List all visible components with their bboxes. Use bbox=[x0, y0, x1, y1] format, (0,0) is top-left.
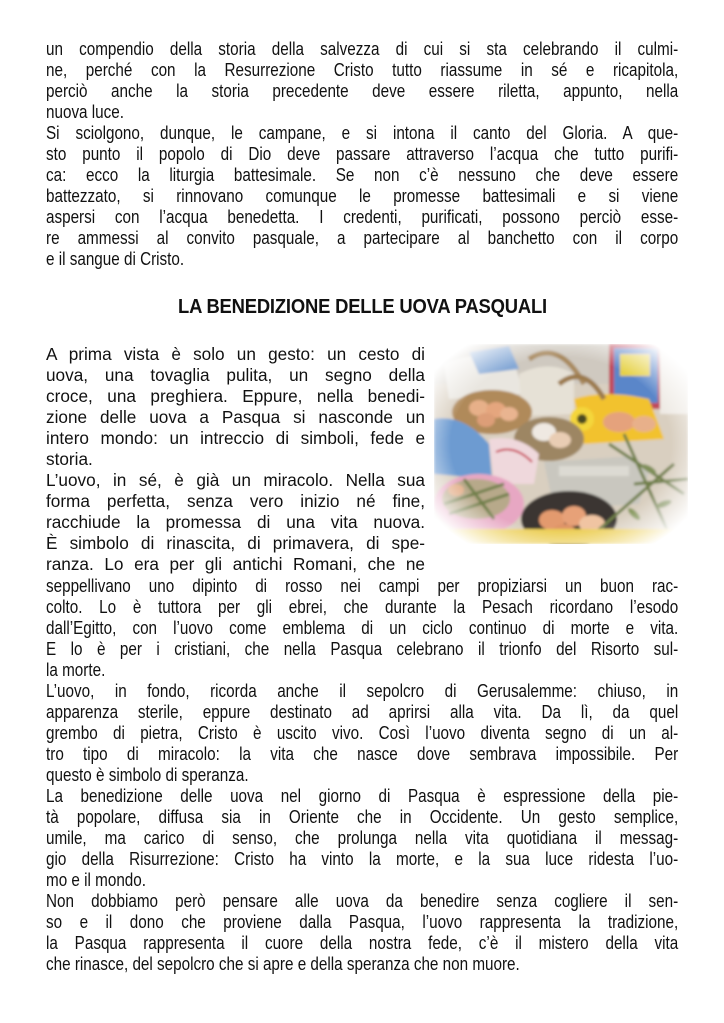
text-line bbox=[46, 248, 678, 269]
text-line-content: grembo di pietra, Cristo è uscito vivo. Così l’uovo diventa segno di un al- bbox=[46, 722, 679, 743]
text-line-content: Si sciolgono, dunque, le campane, e si intona il canto del Gloria. A que- bbox=[46, 122, 679, 143]
text-line bbox=[46, 890, 678, 911]
text-line: uova, una tovaglia pulita, un segno della bbox=[46, 365, 425, 385]
text-line-content: dall’Egitto, con l’uovo come emblema di un ciclo continuo di morte e vita. bbox=[46, 617, 679, 638]
easter-baskets-illustration bbox=[434, 344, 688, 544]
text-line-content: e il sangue di Cristo. bbox=[46, 248, 185, 269]
text-line: È simbolo di rinascita, di primavera, di spe- bbox=[46, 533, 425, 553]
text-line bbox=[46, 827, 678, 848]
text-line-content: seppellivano uno dipinto di rosso nei campi per propiziarsi un buon rac- bbox=[46, 575, 679, 596]
section-heading-text: LA BENEDIZIONE DELLE UOVA PASQUALI bbox=[177, 296, 547, 318]
text-line bbox=[46, 227, 678, 248]
text-line-content: perciò anche la storia precedente deve essere riletta, appunto, nella bbox=[46, 80, 679, 101]
text-line-content: apparenza sterile, eppure destinato ad aprirsi alla vita. Da lì, da quel bbox=[46, 701, 679, 722]
text-line bbox=[46, 638, 678, 659]
text-line-content: re ammessi al convito pasquale, a partecipare al banchetto con il corpo bbox=[46, 227, 679, 248]
text-line-content: sto punto il popolo di Dio deve passare attraverso l’acqua che tutto purifi- bbox=[46, 143, 679, 164]
text-line-content: ne, perché con la Resurrezione Cristo tutto riassume in sé e ricapitola, bbox=[46, 59, 679, 80]
text-line bbox=[46, 848, 678, 869]
text-line-content: che rinasce, del sepolcro che si apre e della speranza che non muore. bbox=[46, 953, 520, 974]
text-line: storia. bbox=[46, 449, 93, 469]
text-line bbox=[46, 185, 678, 206]
text-line-content: Non dobbiamo però pensare alle uova da benedire senza cogliere il sen- bbox=[46, 890, 679, 911]
section-heading bbox=[0, 296, 724, 319]
text-line bbox=[46, 80, 678, 101]
text-line bbox=[46, 206, 678, 227]
text-line bbox=[46, 932, 678, 953]
text-line bbox=[46, 869, 678, 890]
text-line bbox=[46, 743, 678, 764]
text-line: racchiude la promessa di una vita nuova. bbox=[46, 512, 425, 532]
text-line-content: colto. Lo è tuttora per gli ebrei, che durante la Pesach ricordano l’esodo bbox=[46, 596, 679, 617]
text-line-content: mo e il mondo. bbox=[46, 869, 147, 890]
text-line bbox=[46, 764, 678, 785]
text-line bbox=[46, 617, 678, 638]
text-line-content: ca: ecco la liturgia battesimale. Se non c’è nessuno che deve essere bbox=[46, 164, 679, 185]
text-line-content: aspersi con l’acqua benedetta. I credenti, purificati, possono perciò esse- bbox=[46, 206, 679, 227]
text-line: L’uovo, in sé, è già un miracolo. Nella sua bbox=[46, 470, 425, 490]
text-line-content: E lo è per i cristiani, che nella Pasqua celebrano il trionfo del Risorto sul- bbox=[46, 638, 679, 659]
text-line bbox=[46, 122, 678, 143]
text-line: zione delle uova a Pasqua si nasconde un bbox=[46, 407, 425, 427]
text-line-content: tà popolare, diffusa sia in Oriente che in Occidente. Un gesto semplice, bbox=[46, 806, 679, 827]
text-line bbox=[46, 164, 678, 185]
text-line-content: umile, ma carico di senso, che prolunga nella vita quotidiana il messag- bbox=[46, 827, 679, 848]
text-line bbox=[46, 659, 678, 680]
text-line bbox=[46, 722, 678, 743]
text-line bbox=[46, 911, 678, 932]
text-line bbox=[46, 680, 678, 701]
text-line-content: la Pasqua rappresenta il cuore della nostra fede, c’è il mistero della vita bbox=[46, 932, 679, 953]
text-line-content: battezzato, si rinnovano comunque le promesse battesimali e si viene bbox=[46, 185, 679, 206]
text-line bbox=[46, 785, 678, 806]
text-line-content: gio della Risurrezione: Cristo ha vinto la morte, e la sua luce ridesta l’uo- bbox=[46, 848, 679, 869]
text-line-content: tro tipo di miracolo: la vita che nasce dove sembrava impossibile. Per bbox=[46, 743, 679, 764]
text-line-content: nuova luce. bbox=[46, 101, 124, 122]
text-line-content: L’uovo, in fondo, ricorda anche il sepolcro di Gerusalemme: chiuso, in bbox=[46, 680, 679, 701]
text-line: A prima vista è solo un gesto: un cesto di bbox=[46, 344, 425, 364]
text-line-content: so e il dono che proviene dalla Pasqua, l’uovo rappresenta la tradizione, bbox=[46, 911, 679, 932]
text-line-content: un compendio della storia della salvezza di cui si sta celebrando il culmi- bbox=[46, 38, 679, 59]
text-line bbox=[46, 38, 678, 59]
text-line: intero mondo: un intreccio di simboli, fede e bbox=[46, 428, 425, 448]
text-line: ranza. Lo era per gli antichi Romani, che ne bbox=[46, 554, 425, 574]
text-line-content: questo è simbolo di speranza. bbox=[46, 764, 249, 785]
text-line: croce, una preghiera. Eppure, nella benedi- bbox=[46, 386, 425, 406]
text-line bbox=[46, 575, 678, 596]
text-line bbox=[46, 59, 678, 80]
text-line: forma perfetta, senza vero inizio né fine, bbox=[46, 491, 425, 511]
text-line bbox=[46, 596, 678, 617]
text-line bbox=[46, 143, 678, 164]
text-line-content: La benedizione delle uova nel giorno di Pasqua è espressione della pie- bbox=[46, 785, 679, 806]
text-line-content: la morte. bbox=[46, 659, 106, 680]
text-line bbox=[46, 101, 678, 122]
text-line bbox=[46, 701, 678, 722]
text-line bbox=[46, 953, 678, 974]
text-line bbox=[46, 806, 678, 827]
easter-eggs-photo bbox=[434, 344, 688, 544]
